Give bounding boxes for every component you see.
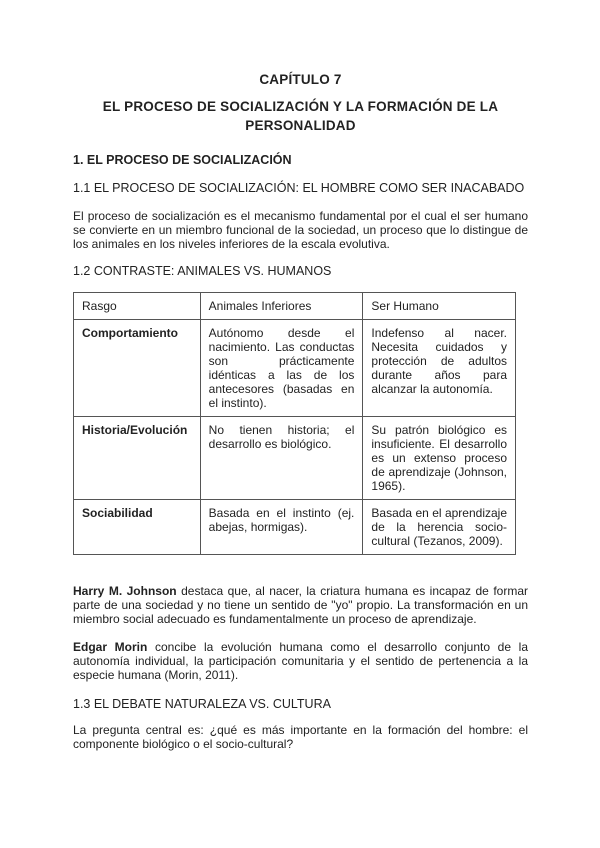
paragraph-debate: La pregunta central es: ¿qué es más importante en la formación del hombre: el componente biológico o el socio-cultural? <box>73 723 528 751</box>
author-name: Edgar Morin <box>73 640 148 654</box>
paragraph-morin <box>73 640 528 682</box>
comparison-table <box>73 292 516 555</box>
table-row-label: Sociabilidad <box>74 500 201 555</box>
paragraph-text: concibe la evolución humana como el desarrollo conjunto de la autonomía individual, la participación comunitaria y el sentido de pertenencia a la especie humana (Morin, 2011). <box>73 640 528 682</box>
subsection-heading-1-1: 1.1 EL PROCESO DE SOCIALIZACIÓN: EL HOMBRE COMO SER INACABADO <box>73 181 525 195</box>
table-row <box>74 320 516 417</box>
table-cell: Indefenso al nacer. Necesita cuidados y protección de adultos durante años para alcanzar la autonomía. <box>363 320 516 417</box>
chapter-number: CAPÍTULO 7 <box>259 72 342 87</box>
paragraph-text: destaca que, al nacer, la criatura humana es incapaz de formar parte de una sociedad y no tiene un sentido de "yo" propio. La transformación en un miembro social adecuado es fundamentalmente un proceso de aprendizaje. <box>73 584 528 626</box>
paragraph-socialization: El proceso de socialización es el mecanismo fundamental por el cual el ser humano se convierte en un miembro funcional de la sociedad, un proceso que lo distingue de los animales en los niveles inferiores de la escala evolutiva. <box>73 209 528 251</box>
table-cell: No tienen historia; el desarrollo es biológico. <box>200 417 363 500</box>
table-header-cell: Animales Inferiores <box>200 293 363 320</box>
section-heading: 1. EL PROCESO DE SOCIALIZACIÓN <box>73 153 292 167</box>
table-cell: Autónomo desde el nacimiento. Las conductas son prácticamente idénticas a las de los antecesores (basadas en el instinto). <box>200 320 363 417</box>
subsection-heading-1-3: 1.3 EL DEBATE NATURALEZA VS. CULTURA <box>73 697 331 711</box>
table-cell: Su patrón biológico es insuficiente. El desarrollo es un extenso proceso de aprendizaje (Johnson, 1965). <box>363 417 516 500</box>
table-header-cell: Rasgo <box>74 293 201 320</box>
table-header-row <box>74 293 516 320</box>
table-row <box>74 417 516 500</box>
subsection-heading-1-2: 1.2 CONTRASTE: ANIMALES VS. HUMANOS <box>73 264 332 278</box>
table-cell: Basada en el instinto (ej. abejas, hormigas). <box>200 500 363 555</box>
table-row-label: Comportamiento <box>74 320 201 417</box>
table-row <box>74 500 516 555</box>
table-cell: Basada en el aprendizaje de la herencia socio-cultural (Tezanos, 2009). <box>363 500 516 555</box>
table-header-cell: Ser Humano <box>363 293 516 320</box>
chapter-title: EL PROCESO DE SOCIALIZACIÓN Y LA FORMACIÓN DE LA PERSONALIDAD <box>102 99 499 133</box>
paragraph-johnson <box>73 584 528 626</box>
table-row-label: Historia/Evolución <box>74 417 201 500</box>
author-name: Harry M. Johnson <box>73 584 177 598</box>
